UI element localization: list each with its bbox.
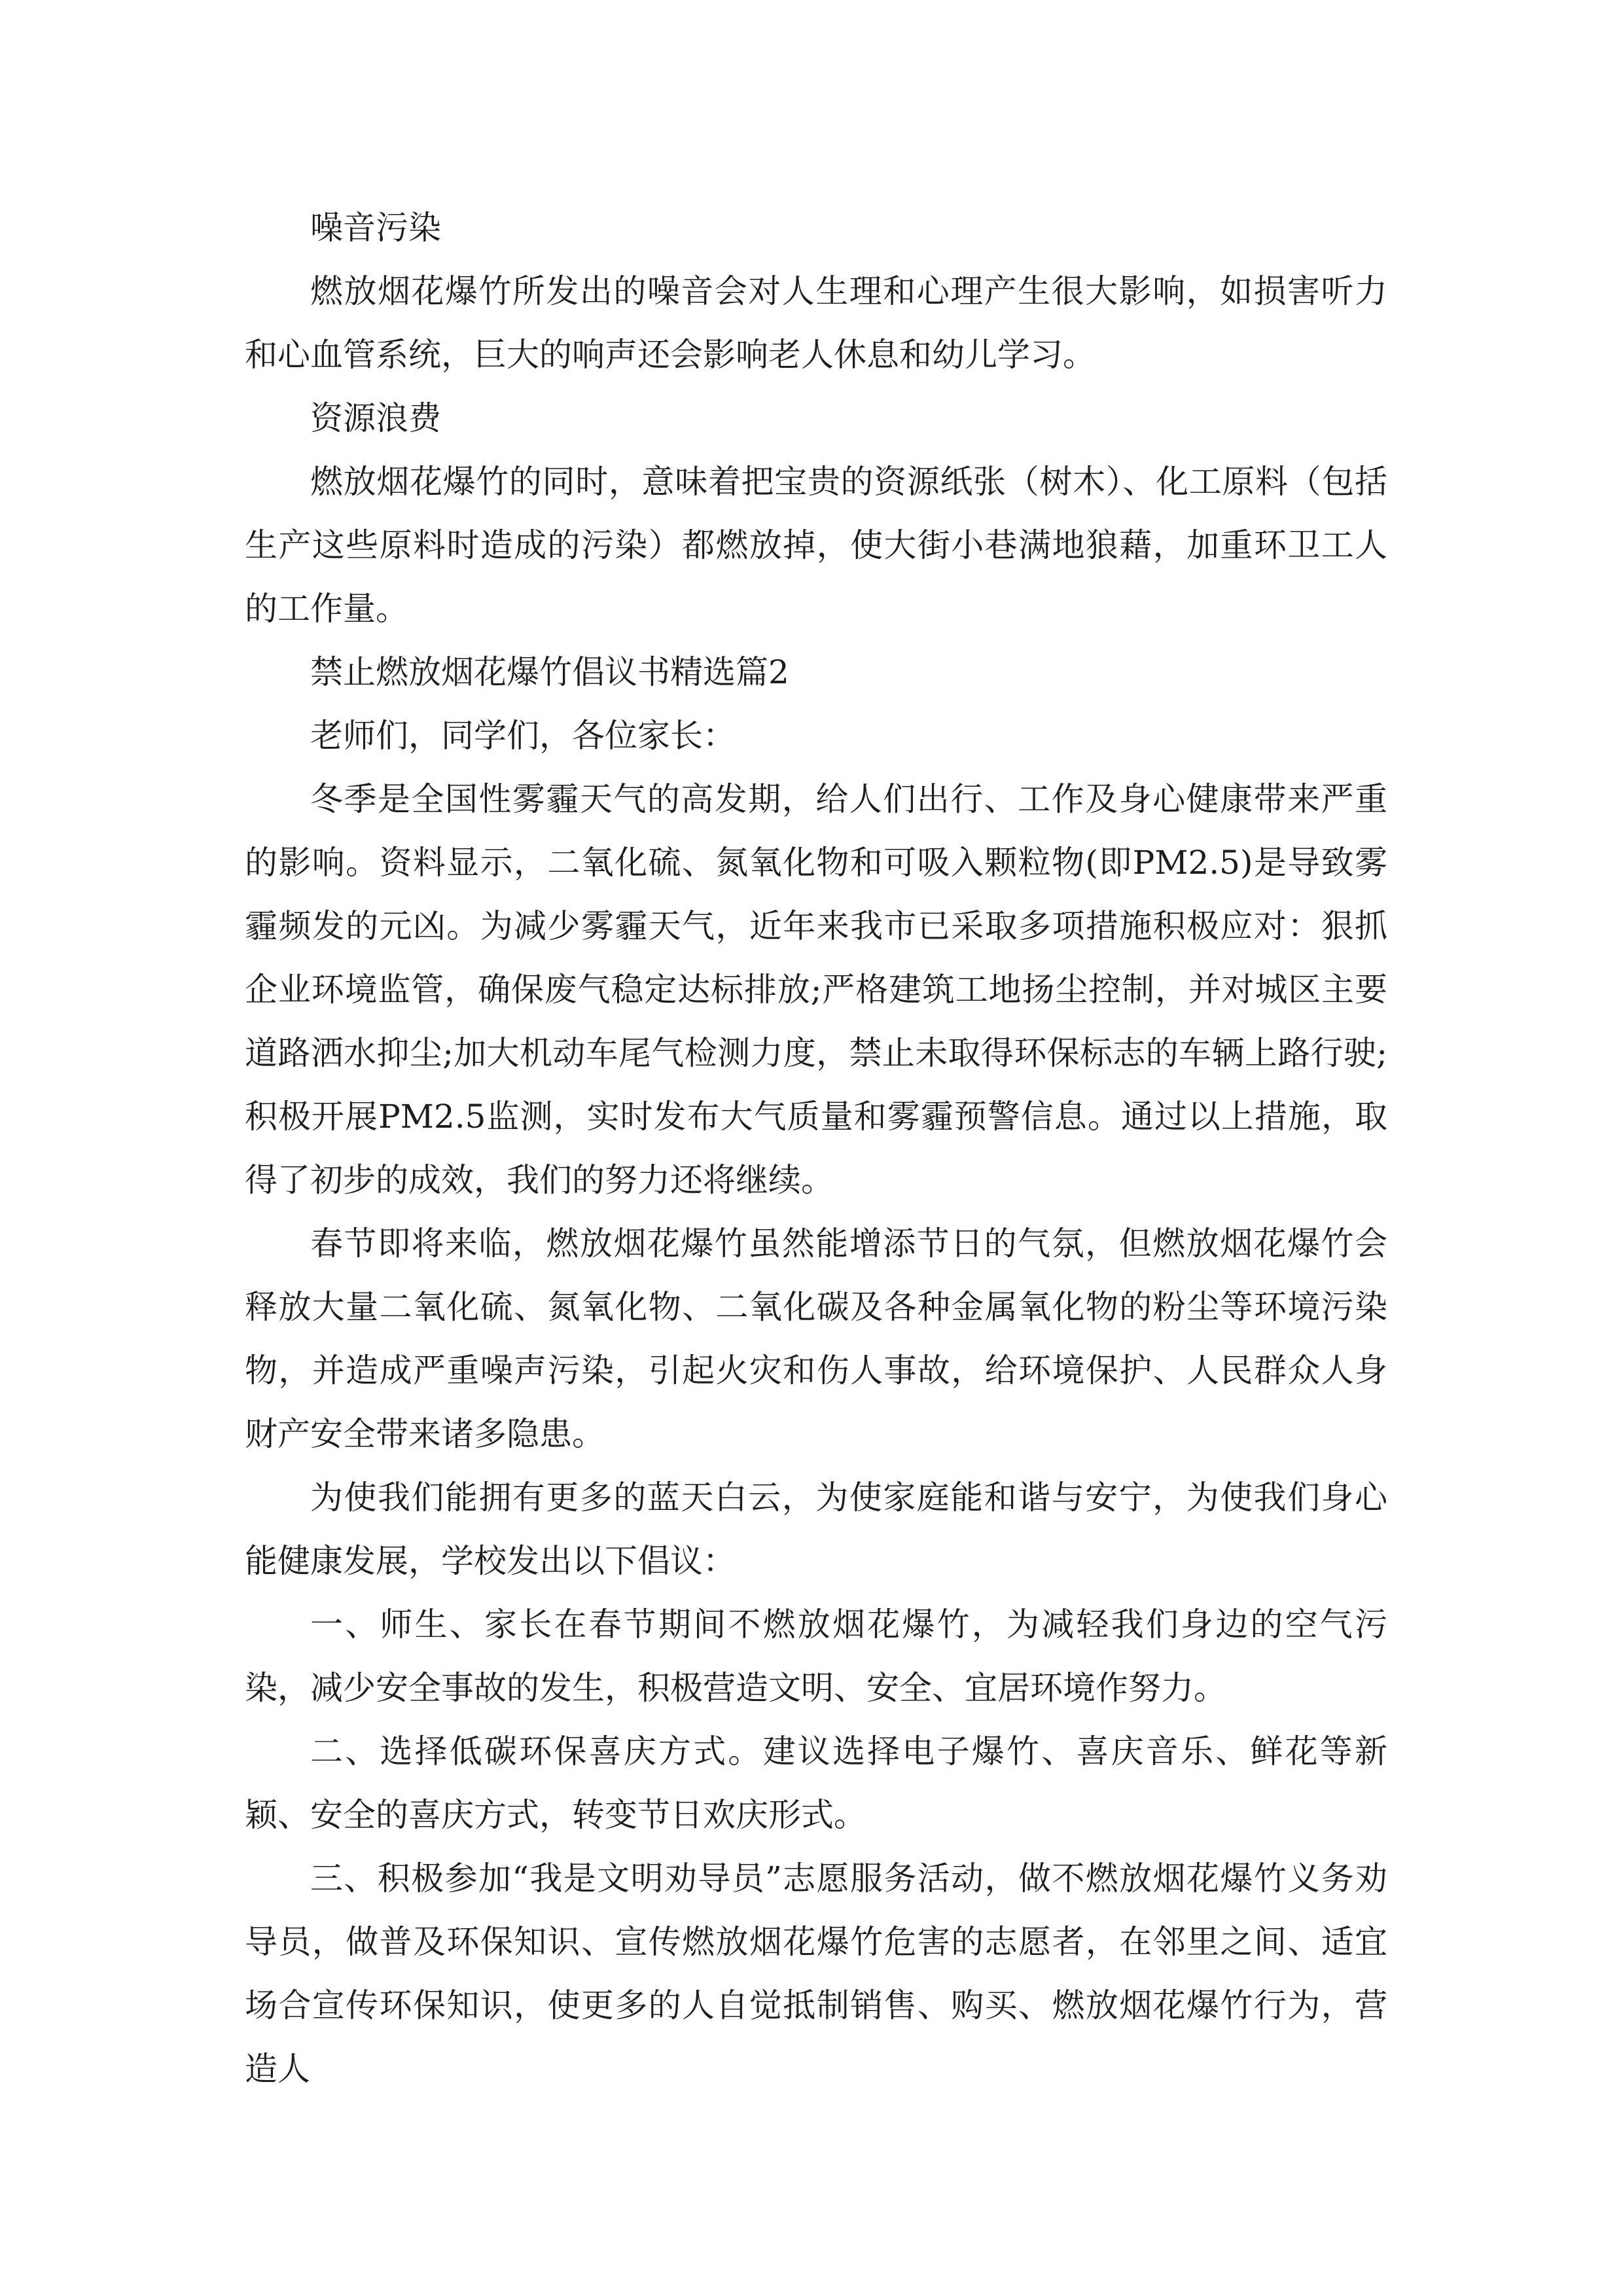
paragraph-spring-festival: 春节即将来临，燃放烟花爆竹虽然能增添节日的气氛，但燃放烟花爆竹会释放大量二氧化硫、氮氧化物、二氧化碳及各种金属氧化物的粉尘等环境污染物，并造成严重噪声污染，引起火灾和伤人事故，给环境保护、人民群众人身财产安全带来诸多隐患。 — [245, 1225, 1387, 1453]
paragraph-winter-smog: 冬季是全国性雾霾天气的高发期，给人们出行、工作及身心健康带来严重的影响。资料显示，二氧化硫、氮氧化物和可吸入颗粒物(即PM2.5)是导致雾霾频发的元凶。为减少雾霾天气，近年来我市已采取多项措施积极应对：狠抓企业环境监管，确保废气稳定达标排放;严格建筑工地扬尘控制，并对城区主要道路洒水抑尘;加大机动车尾气检测力度，禁止未取得环保标志的车辆上路行驶;积极开展PM2.5监测，实时发布大气质量和雾霾预警信息。通过以上措施，取得了初步的成效，我们的努力还将继续。 — [245, 780, 1387, 1199]
proposal-item-2: 二、选择低碳环保喜庆方式。建议选择电子爆竹、喜庆音乐、鲜花等新颖、安全的喜庆方式，转变节日欢庆形式。 — [245, 1732, 1387, 1834]
document-body — [245, 196, 1387, 2101]
proposal-item-1: 一、师生、家长在春节期间不燃放烟花爆竹，为减轻我们身边的空气污染，减少安全事故的发生，积极营造文明、安全、宜居环境作努力。 — [245, 1605, 1387, 1707]
paragraph-proposal-intro: 为使我们能拥有更多的蓝天白云，为使家庭能和谐与安宁，为使我们身心能健康发展，学校发出以下倡议： — [245, 1479, 1387, 1580]
proposal-item-3: 三、积极参加“我是文明劝导员”志愿服务活动，做不燃放烟花爆竹义务劝导员，做普及环保知识、宣传燃放烟花爆竹危害的志愿者，在邻里之间、适宜场合宣传环保知识，使更多的人自觉抵制销售、购买、燃放烟花爆竹行为，营造人 — [245, 1859, 1387, 2088]
section-heading-noise-pollution: 噪音污染 — [310, 209, 441, 247]
article-title-part-2: 禁止燃放烟花爆竹倡议书精选篇2 — [310, 653, 789, 691]
salutation: 老师们，同学们，各位家长： — [310, 717, 736, 755]
paragraph-noise-pollution: 燃放烟花爆竹所发出的噪音会对人生理和心理产生很大影响，如损害听力和心血管系统，巨大的响声还会影响老人休息和幼儿学习。 — [245, 272, 1387, 374]
paragraph-resource-waste: 燃放烟花爆竹的同时，意味着把宝贵的资源纸张（树木）、化工原料（包括生产这些原料时造成的污染）都燃放掉，使大街小巷满地狼藉，加重环卫工人的工作量。 — [245, 463, 1387, 628]
section-heading-resource-waste: 资源浪费 — [310, 399, 441, 437]
